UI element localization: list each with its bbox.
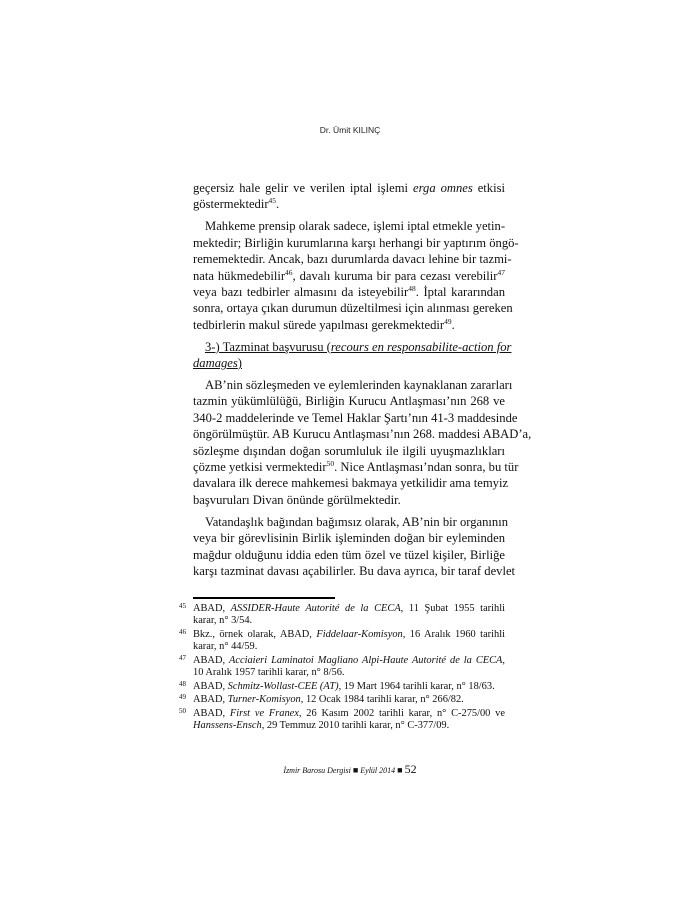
- text-line: [193, 563, 516, 579]
- page-number: 52: [404, 762, 417, 776]
- text-line: [193, 339, 512, 355]
- text-line: [193, 196, 505, 212]
- text-run: etkisi: [472, 181, 505, 195]
- text-run: veya bir görevlisinin Birlik işleminden doğan bir eyleminden: [193, 531, 505, 546]
- footnote: [179, 653, 506, 680]
- text-run: , 11 Şubat 1955 tarihli: [400, 603, 505, 614]
- text-line: [193, 355, 505, 371]
- text-run: sözleşme dışından doğan sorumluluk ile ilgili uyuşmazlıkları: [193, 443, 505, 458]
- footnote-divider: [193, 597, 335, 599]
- text-run: tazmin yükümlülüğü, Birliğin Kurucu Antlaşması’nın 268 ve: [193, 394, 505, 409]
- issue-date: Eylül 2014: [360, 766, 396, 775]
- section-heading: [193, 339, 512, 372]
- text-run: .: [451, 317, 455, 332]
- text-run: Vatandaşlık bağından bağımsız olarak, AB’nin bir organının: [205, 514, 509, 529]
- italic-text: recours en responsabilite-action for: [330, 339, 512, 354]
- footnote-number: 50: [179, 707, 186, 716]
- text-run: çözme yetkisi vermektedir: [193, 460, 327, 475]
- text-run: , 26 Kasım 2002 tarihli karar, n° C-275/00 ve: [298, 708, 505, 720]
- text-line: [193, 475, 509, 491]
- text-line: [193, 681, 505, 693]
- footnote-number: 49: [179, 693, 186, 702]
- text-line: [193, 629, 505, 641]
- text-run: ABAD,: [193, 603, 231, 614]
- text-run: geçersiz hale gelir ve verilen iptal işlemi: [193, 181, 413, 195]
- text-run: başvuruları Divan önünde görülmektedir.: [193, 492, 401, 507]
- text-run: nata hükmedebilir: [193, 268, 286, 283]
- text-run: ): [237, 356, 242, 371]
- text-run: tedbirlerin makul sürede yapılması gerekmektedir: [193, 317, 445, 332]
- footnote-number: 45: [179, 602, 186, 610]
- text-line: [193, 459, 519, 475]
- text-run: , davalı kuruma bir para cezası verebilir: [292, 268, 498, 283]
- separator: ■: [397, 765, 403, 775]
- text-line: [193, 235, 519, 251]
- footnote: [179, 602, 505, 628]
- text-run: karşı tazminat davası açabilirler. Bu dava ayrıca, bir taraf devlet: [193, 563, 516, 578]
- text-line: [193, 284, 505, 300]
- text-run: AB’nin sözleşmeden ve eylemlerinden kaynaklanan zararları: [205, 378, 513, 393]
- text-run: . İptal kararından: [415, 284, 505, 299]
- text-run: ABAD,: [193, 680, 228, 692]
- journal-name: İzmir Barosu Dergisi: [283, 766, 351, 775]
- text-run: ABAD,: [193, 708, 230, 720]
- text-run: davalara ilk derece mahkemesi bakmaya yetkilidir ama temyiz: [193, 476, 509, 491]
- footnote-ref: 47: [497, 267, 505, 277]
- italic-text: Fiddelaar-Komisyon: [316, 628, 403, 640]
- text-line: [193, 720, 505, 732]
- text-run: göstermektedir: [193, 197, 269, 212]
- text-run: 340-2 maddelerinde ve Temel Haklar Şartı’nın 41-3 maddesinde: [193, 410, 518, 425]
- text-line: [193, 492, 505, 508]
- body-text: [193, 180, 532, 585]
- text-run: öngörülmüştür. AB Kurucu Antlaşması’nın 268. maddesi ABAD’a,: [193, 427, 532, 442]
- footnote: [179, 693, 505, 706]
- separator: ■: [352, 765, 359, 775]
- text-run: . Nice Antlaşması’ndan sonra, bu tür: [334, 460, 519, 475]
- text-line: [193, 514, 509, 530]
- text-line: [193, 547, 505, 563]
- text-line: [193, 300, 513, 316]
- paragraph: [193, 377, 532, 508]
- footnote-number: 46: [179, 627, 186, 636]
- footnote: [179, 679, 505, 693]
- text-line: [193, 603, 505, 615]
- italic-text: Schmitz-Wollast-CEE (AT): [227, 680, 339, 692]
- italic-text: Acciaieri Laminatoi Magliano Alpi-Haute Autorité de la CECA: [229, 654, 503, 666]
- text-line: [193, 426, 532, 442]
- text-run: , 29 Temmuz 2010 tarihli karar, n° C-377/09.: [261, 720, 450, 732]
- text-line: [193, 667, 505, 679]
- footnote-number: 48: [179, 679, 186, 688]
- text-run: sonra, ortaya çıkan durumun düzeltilmesi için alınması gereken: [193, 301, 513, 316]
- footnotes: [179, 602, 506, 734]
- text-run: karar, n° 3/54.: [193, 615, 253, 627]
- text-run: ABAD,: [193, 694, 228, 706]
- text-run: veya bazı tedbirler almasını da isteyebilir: [193, 284, 409, 299]
- text-line: [193, 251, 512, 267]
- text-line: [193, 655, 505, 667]
- text-line: [193, 180, 505, 196]
- text-run: 3-) Tazminat başvurusu (: [205, 339, 331, 354]
- text-line: [193, 317, 505, 333]
- paragraph: [193, 514, 516, 580]
- text-line: [193, 218, 505, 234]
- paragraph: [193, 180, 505, 213]
- text-run: mektedir; Birliğin kurumlarına karşı herhangi bir yaptırım öngö-: [193, 235, 519, 250]
- text-line: [193, 443, 505, 459]
- italic-text: Hanssens-Ensch: [193, 720, 262, 732]
- text-line: [193, 393, 505, 409]
- text-line: [193, 530, 505, 546]
- text-run: mağdur olduğunu iddia eden tüm özel ve tüzel kişiler, Birliğe: [193, 547, 505, 562]
- text-line: [193, 268, 505, 284]
- footnote-ref: 49: [444, 316, 452, 326]
- footnote-ref: 46: [285, 267, 293, 277]
- text-line: [193, 410, 518, 426]
- text-run: , 19 Mart 1964 tarihli karar, n° 18/63.: [338, 680, 495, 692]
- text-line: [193, 694, 505, 706]
- page-footer: [0, 762, 700, 777]
- text-run: Mahkeme prensip olarak sadece, işlemi iptal etmekle yetin-: [205, 219, 506, 234]
- text-line: [193, 615, 505, 627]
- italic-text: ASSIDER-Haute Autorité de la CECA: [230, 603, 401, 614]
- paragraph: [193, 218, 519, 333]
- footnote-ref: 50: [326, 459, 335, 469]
- text-run: ,: [502, 654, 506, 666]
- text-run: , 16 Aralık 1960 tarihli: [402, 628, 505, 640]
- italic-text: First ve Franex: [229, 708, 299, 720]
- running-header: Dr. Ümit KILINÇ: [319, 125, 381, 135]
- footnote-ref: 48: [408, 283, 416, 293]
- text-run: 10 Aralık 1957 tarihli karar, n° 8/56.: [193, 667, 345, 679]
- text-line: [193, 708, 505, 720]
- footnote: [179, 707, 505, 733]
- footnote-number: 47: [179, 653, 186, 662]
- text-run: , 12 Ocak 1984 tarihli karar, n° 266/82.: [300, 694, 464, 706]
- footnote-ref: 45: [268, 196, 277, 206]
- text-run: ABAD,: [193, 654, 230, 666]
- text-run: rememektedir. Ancak, bazı durumlarda davacı lehine bir tazmi-: [193, 252, 512, 267]
- italic-text: damages: [193, 356, 238, 371]
- text-run: Bkz., örnek olarak, ABAD,: [193, 628, 317, 640]
- text-line: [193, 641, 505, 653]
- text-run: karar, n° 44/59.: [193, 641, 258, 653]
- text-line: [193, 377, 513, 393]
- italic-text: Turner-Komisyon: [227, 694, 301, 706]
- text-run: .: [276, 197, 280, 212]
- italic-text: erga omnes: [413, 181, 473, 195]
- footnote: [179, 627, 505, 654]
